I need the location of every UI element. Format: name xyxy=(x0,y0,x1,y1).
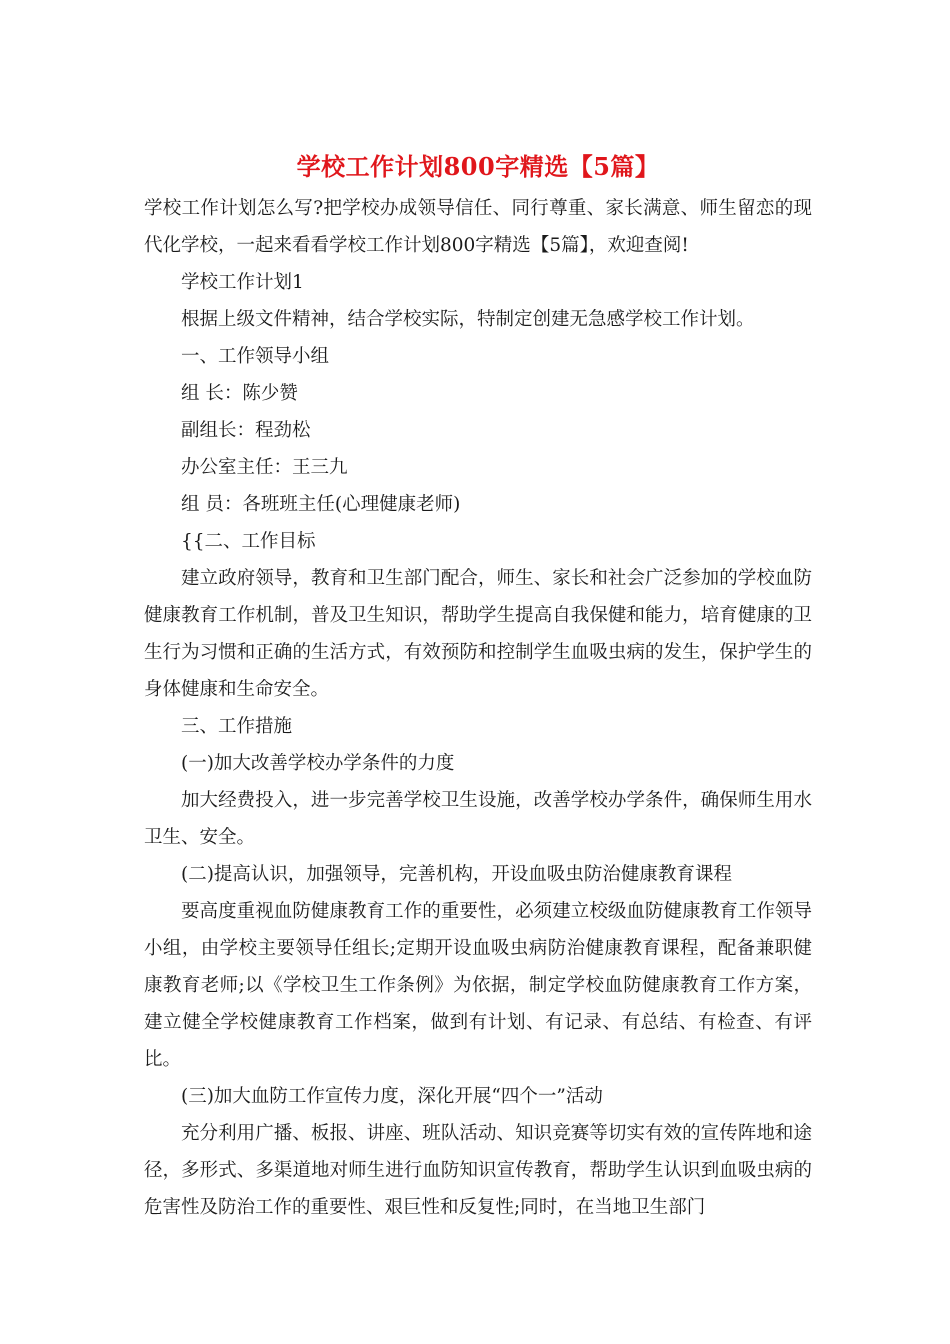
section-heading: 一、工作领导小组 xyxy=(181,346,330,367)
subsection-heading: (一)加大改善学校办学条件的力度 xyxy=(181,753,455,774)
list-item: 组 长：陈少赞 xyxy=(181,383,298,404)
paragraph: 要高度重视血防健康教育工作的重要性，必须建立校级血防健康教育工作领导小组，由学校主要领导任组长;定期开设血吸虫病防治健康教育课程，配备兼职健康教育老师;以《学校卫生工作条例》为依据，制定学校血防健康教育工作方案，建立健全学校健康教育工作档案，做到有计划、有记录、有总结、有检查、有评比。 xyxy=(144,901,812,1070)
paragraph: 充分利用广播、板报、讲座、班队活动、知识竞赛等切实有效的宣传阵地和途径，多形式、多渠道地对师生进行血防知识宣传教育，帮助学生认识到血吸虫病的危害性及防治工作的重要性、艰巨性和反复性;同时，在当地卫生部门 xyxy=(144,1123,812,1218)
list-item: 办公室主任：王三九 xyxy=(181,457,348,478)
subsection-heading: (三)加大血防工作宣传力度，深化开展“四个一”活动 xyxy=(181,1086,603,1107)
document-title: 学校工作计划800字精选【5篇】 xyxy=(296,152,660,181)
paragraph: 加大经费投入，进一步完善学校卫生设施，改善学校办学条件，确保师生用水卫生、安全。 xyxy=(144,790,812,848)
paragraph: 建立政府领导，教育和卫生部门配合，师生、家长和社会广泛参加的学校血防健康教育工作机制，普及卫生知识，帮助学生提高自我保健和能力，培育健康的卫生行为习惯和正确的生活方式，有效预防和控制学生血吸虫病的发生，保护学生的身体健康和生命安全。 xyxy=(144,568,812,700)
list-item: 副组长：程劲松 xyxy=(181,420,311,441)
paragraph: 根据上级文件精神，结合学校实际，特制定创建无急感学校工作计划。 xyxy=(181,309,755,330)
section-heading: 三、工作措施 xyxy=(181,716,293,737)
document-page xyxy=(144,150,812,1226)
subsection-heading: (二)提高认识，加强领导，完善机构，开设血吸虫防治健康教育课程 xyxy=(181,864,732,885)
paragraph: 学校工作计划怎么写?把学校办成领导信任、同行尊重、家长满意、师生留恋的现代化学校，一起来看看学校工作计划800字精选【5篇】，欢迎查阅! xyxy=(144,198,812,256)
section-heading: 学校工作计划1 xyxy=(181,272,304,293)
list-item: 组 员：各班班主任(心理健康老师) xyxy=(181,494,461,515)
document-body xyxy=(144,190,812,1226)
section-heading: {{二、工作目标 xyxy=(181,531,316,552)
